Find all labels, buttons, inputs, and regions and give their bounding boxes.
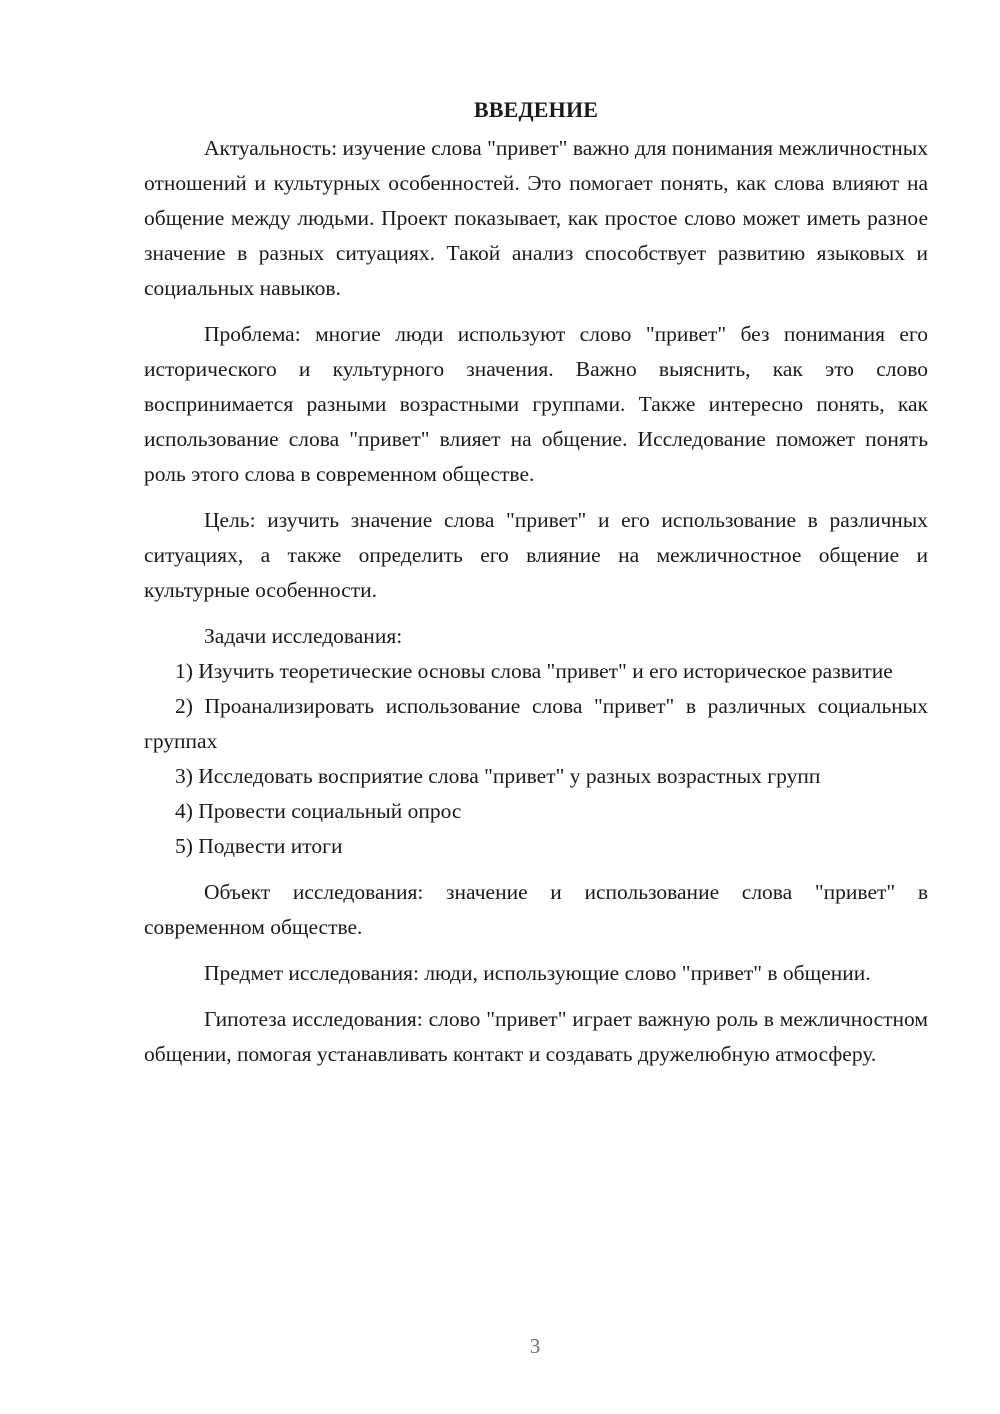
tasks-list xyxy=(144,654,928,864)
hypothesis-paragraph: Гипотеза исследования: слово "привет" играет важную роль в межличностном общении, помогая устанавливать контакт и создавать дружелюбную атмосферу. xyxy=(144,1007,928,1066)
tasks-heading: Задачи исследования: xyxy=(204,624,403,648)
goal-paragraph: Цель: изучить значение слова "привет" и его использование в различных ситуациях, а также определить его влияние на межличностное общение и культурные особенности. xyxy=(144,508,928,602)
task-item-5: 5) Подвести итоги xyxy=(175,834,343,858)
page-number: 3 xyxy=(529,1334,541,1358)
task-item-2: 2) Проанализировать использование слова "привет" в различных социальных группах xyxy=(144,694,928,753)
object-paragraph: Объект исследования: значение и использование слова "привет" в современном обществе. xyxy=(144,880,928,939)
relevance-paragraph: Актуальность: изучение слова "привет" важно для понимания межличностных отношений и культурных особенностей. Это помогает понять, как слова влияют на общение между людьми. Проект показывает, как простое слово может иметь разное значение в разных ситуациях. Такой анализ способствует развитию языковых и социальных навыков. xyxy=(144,136,928,300)
task-item-4: 4) Провести социальный опрос xyxy=(175,799,462,823)
task-item-1: 1) Изучить теоретические основы слова "привет" и его историческое развитие xyxy=(175,659,893,683)
page-title: ВВЕДЕНИЕ xyxy=(473,97,599,122)
subject-paragraph: Предмет исследования: люди, использующие слово "привет" в общении. xyxy=(204,961,871,985)
task-item-3: 3) Исследовать восприятие слова "привет" у разных возрастных групп xyxy=(175,764,821,788)
problem-paragraph: Проблема: многие люди используют слово "привет" без понимания его исторического и культурного значения. Важно выяснить, как это слово воспринимается разными возрастными группами. Также интересно понять, как использование слова "привет" влияет на общение. Исследование поможет понять роль этого слова в современном обществе. xyxy=(144,322,928,486)
document-page xyxy=(144,92,928,1072)
